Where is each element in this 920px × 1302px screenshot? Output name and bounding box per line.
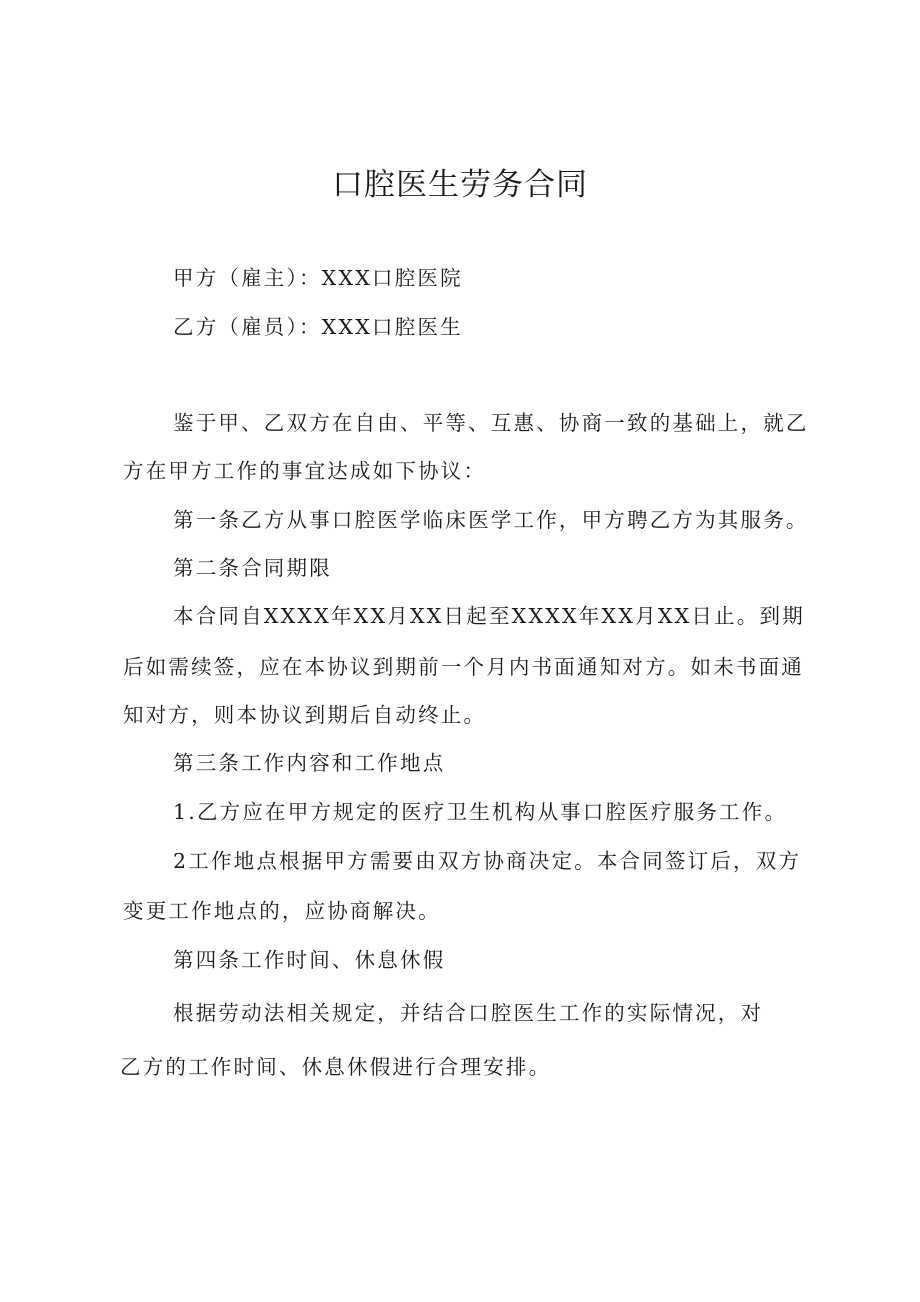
article-3-item-1: 1.乙方应在甲方规定的医疗卫生机构从事口腔医疗服务工作。	[173, 800, 788, 824]
article-3-heading: 第三条工作内容和工作地点	[173, 751, 446, 775]
article-2-heading: 第二条合同期限	[173, 556, 332, 580]
article-3-item-2-line-2: 变更工作地点的，应协商解决。	[123, 899, 441, 923]
article-4-heading: 第四条工作时间、休息休假	[173, 948, 446, 972]
party-a-line: 甲方（雇主）：XXX口腔医院	[173, 266, 463, 290]
article-4-line-2: 乙方的工作时间、休息休假进行合理安排。	[120, 1055, 552, 1079]
article-2-line-2: 后如需续签，应在本协议到期前一个月内书面通知对方。如未书面通	[123, 655, 804, 679]
preamble-line-1: 鉴于甲、乙双方在自由、平等、互惠、协商一致的基础上，就乙	[173, 411, 809, 435]
preamble-line-2: 方在甲方工作的事宜达成如下协议：	[123, 459, 487, 483]
article-2-line-3: 知对方，则本协议到期后自动终止。	[123, 703, 487, 727]
article-3-item-2-line-1: 2工作地点根据甲方需要由双方协商决定。本合同签订后，双方	[173, 849, 802, 873]
article-2-line-1: 本合同自XXXX年XX月XX日起至XXXX年XX月XX日止。到期	[173, 604, 805, 628]
document-title: 口腔医生劳务合同	[332, 167, 588, 203]
party-b-line: 乙方（雇员）：XXX口腔医生	[173, 315, 463, 339]
article-4-line-1: 根据劳动法相关规定，并结合口腔医生工作的实际情况，对	[173, 1001, 764, 1025]
article-1-line: 第一条乙方从事口腔医学临床医学工作，甲方聘乙方为其服务。	[173, 508, 809, 532]
